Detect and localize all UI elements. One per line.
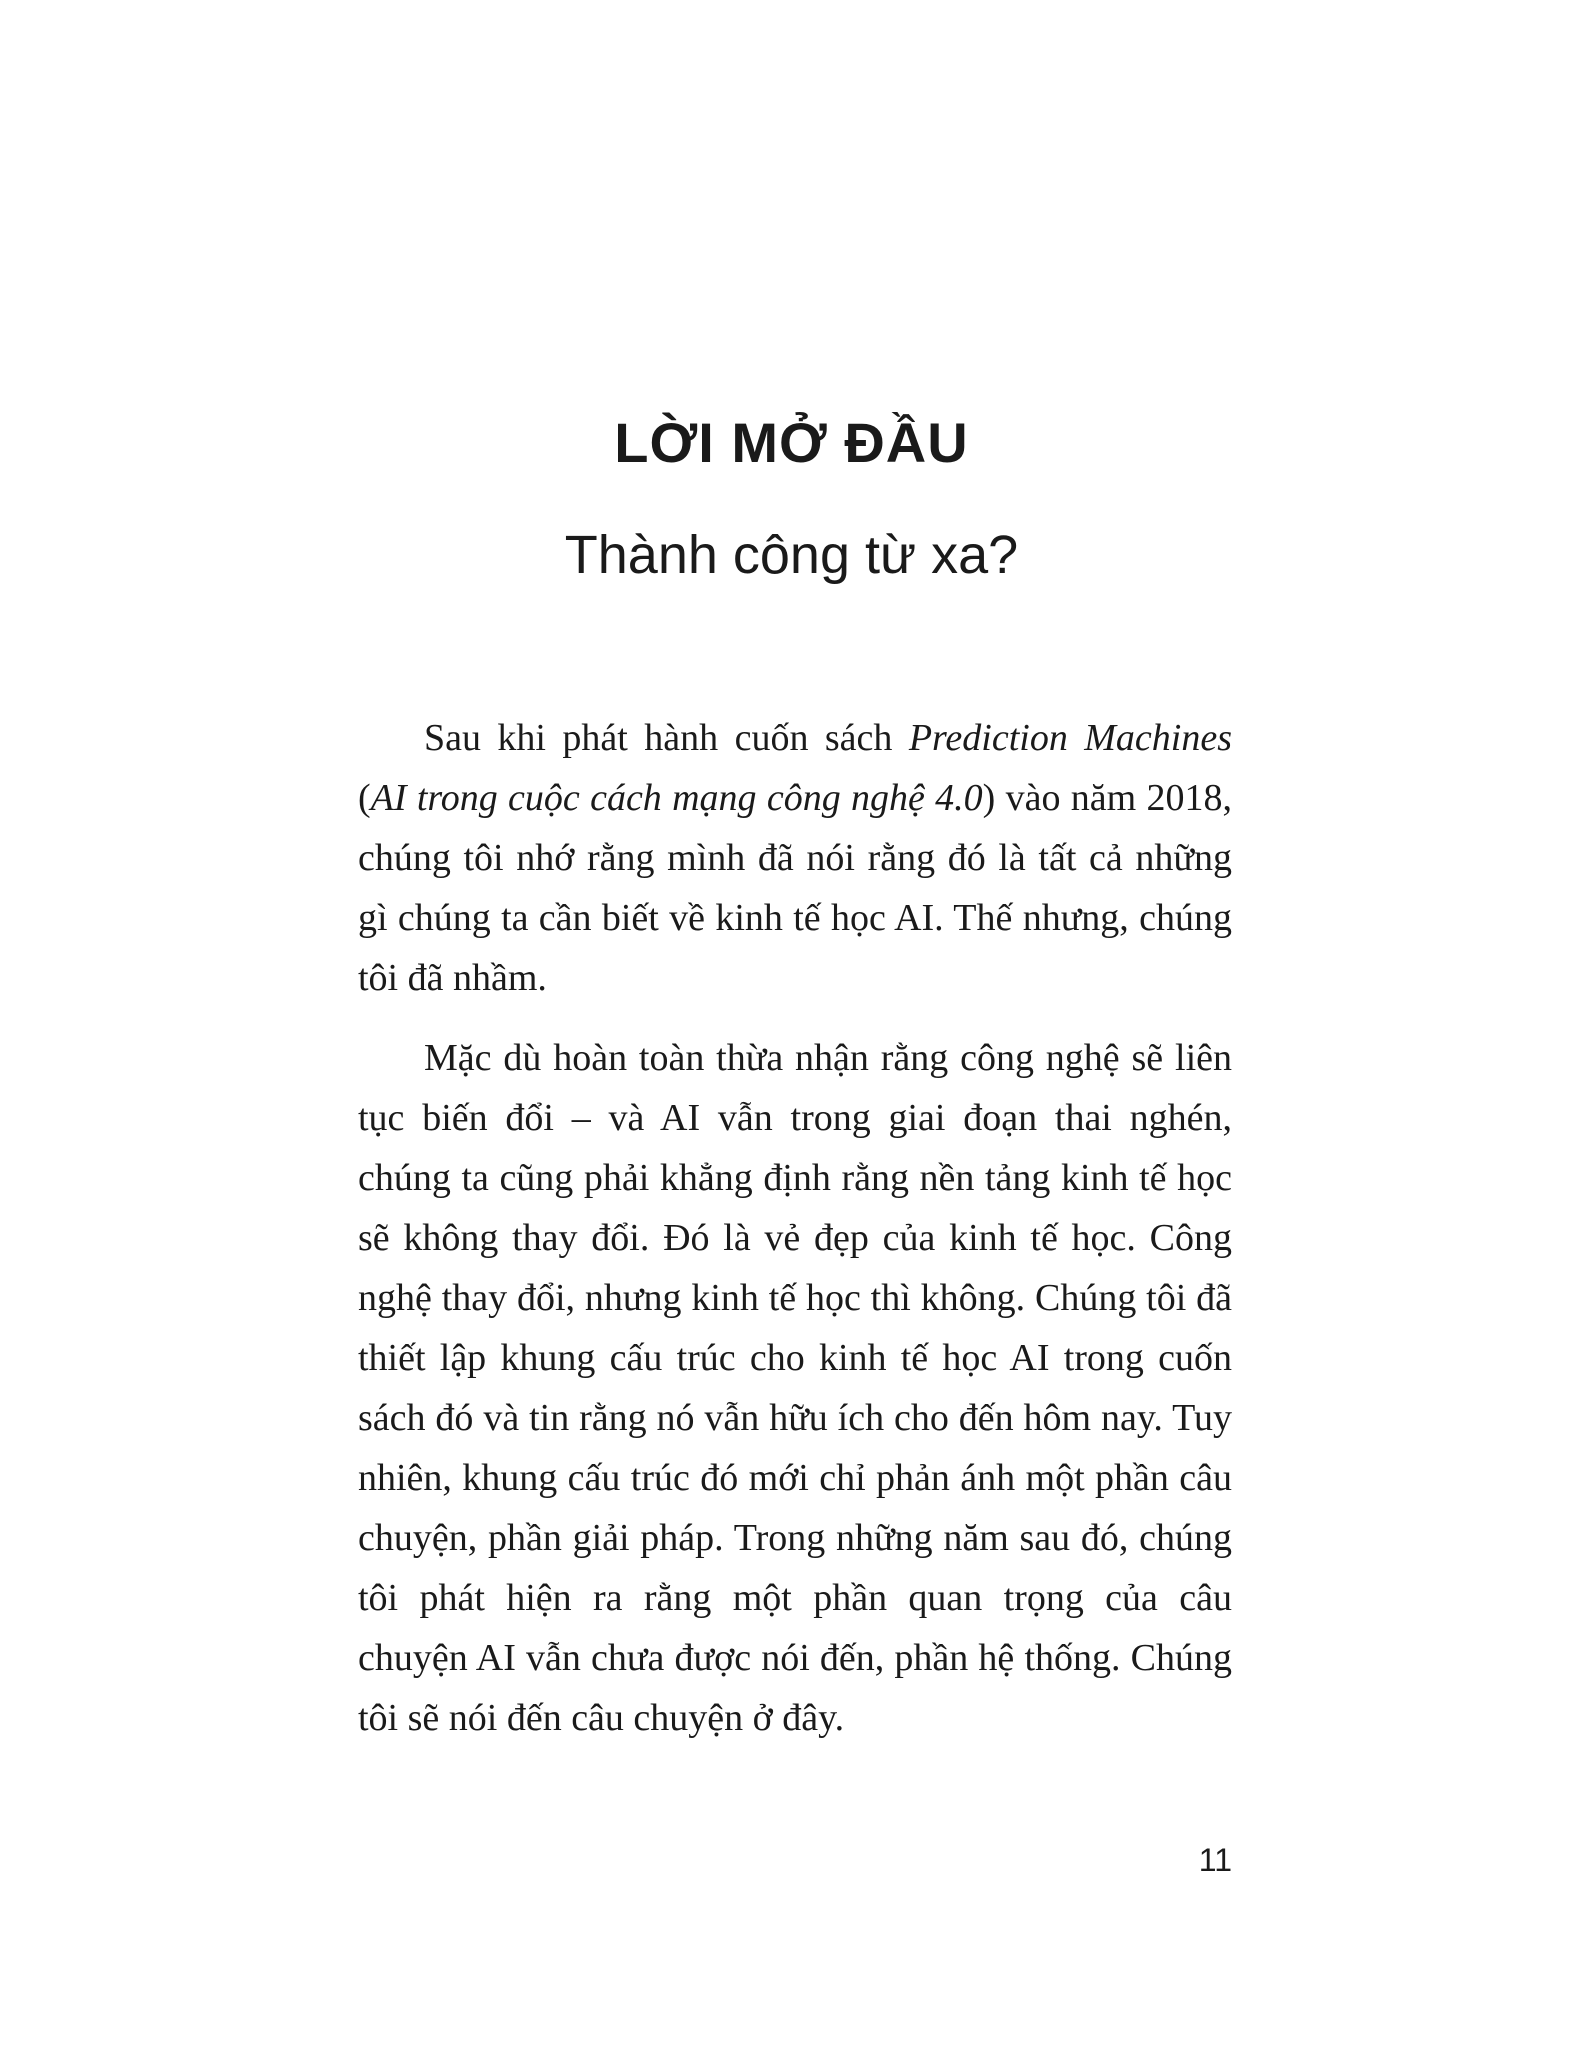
paragraph-1-intro: Sau khi phát hành cuốn sách — [424, 717, 909, 759]
page-number: 11 — [1198, 1842, 1232, 1878]
chapter-subtitle: Thành công từ xa? — [564, 525, 1019, 585]
book-title-vietnamese: AI trong cuộc cách mạng công nghệ 4.0 — [370, 777, 983, 819]
chapter-title: LỜI MỞ ĐẦU — [614, 411, 969, 474]
paragraph-1 — [358, 708, 1232, 1008]
body-text — [358, 708, 1232, 1748]
book-title-english: Prediction Machines — [908, 717, 1233, 759]
paragraph-1-rest: ) vào năm 2018, chúng tôi nhớ rằng mình đã nói rằng đó là tất cả những gì chúng ta cần biết về kinh tế học AI. Thế nhưng, chúng tôi đã nhầm. — [358, 777, 1232, 999]
paragraph-1-open-paren: ( — [358, 777, 371, 819]
paragraph-2: Mặc dù hoàn toàn thừa nhận rằng công nghệ sẽ liên tục biến đổi – và AI vẫn trong giai đoạn thai nghén, chúng ta cũng phải khẳng định rằng nền tảng kinh tế học sẽ không thay đổi. Đó là vẻ đẹp của kinh tế học. Công nghệ thay đổi, nhưng kinh tế học thì không. Chúng tôi đã thiết lập khung cấu trúc cho kinh tế học AI trong cuốn sách đó và tin rằng nó vẫn hữu ích cho đến hôm nay. Tuy nhiên, khung cấu trúc đó mới chỉ phản ánh một phần câu chuyện, phần giải pháp. Trong những năm sau đó, chúng tôi phát hiện ra rằng một phần quan trọng của câu chuyện AI vẫn chưa được nói đến, phần hệ thống. Chúng tôi sẽ nói đến câu chuyện ở đây. — [358, 1037, 1232, 1739]
